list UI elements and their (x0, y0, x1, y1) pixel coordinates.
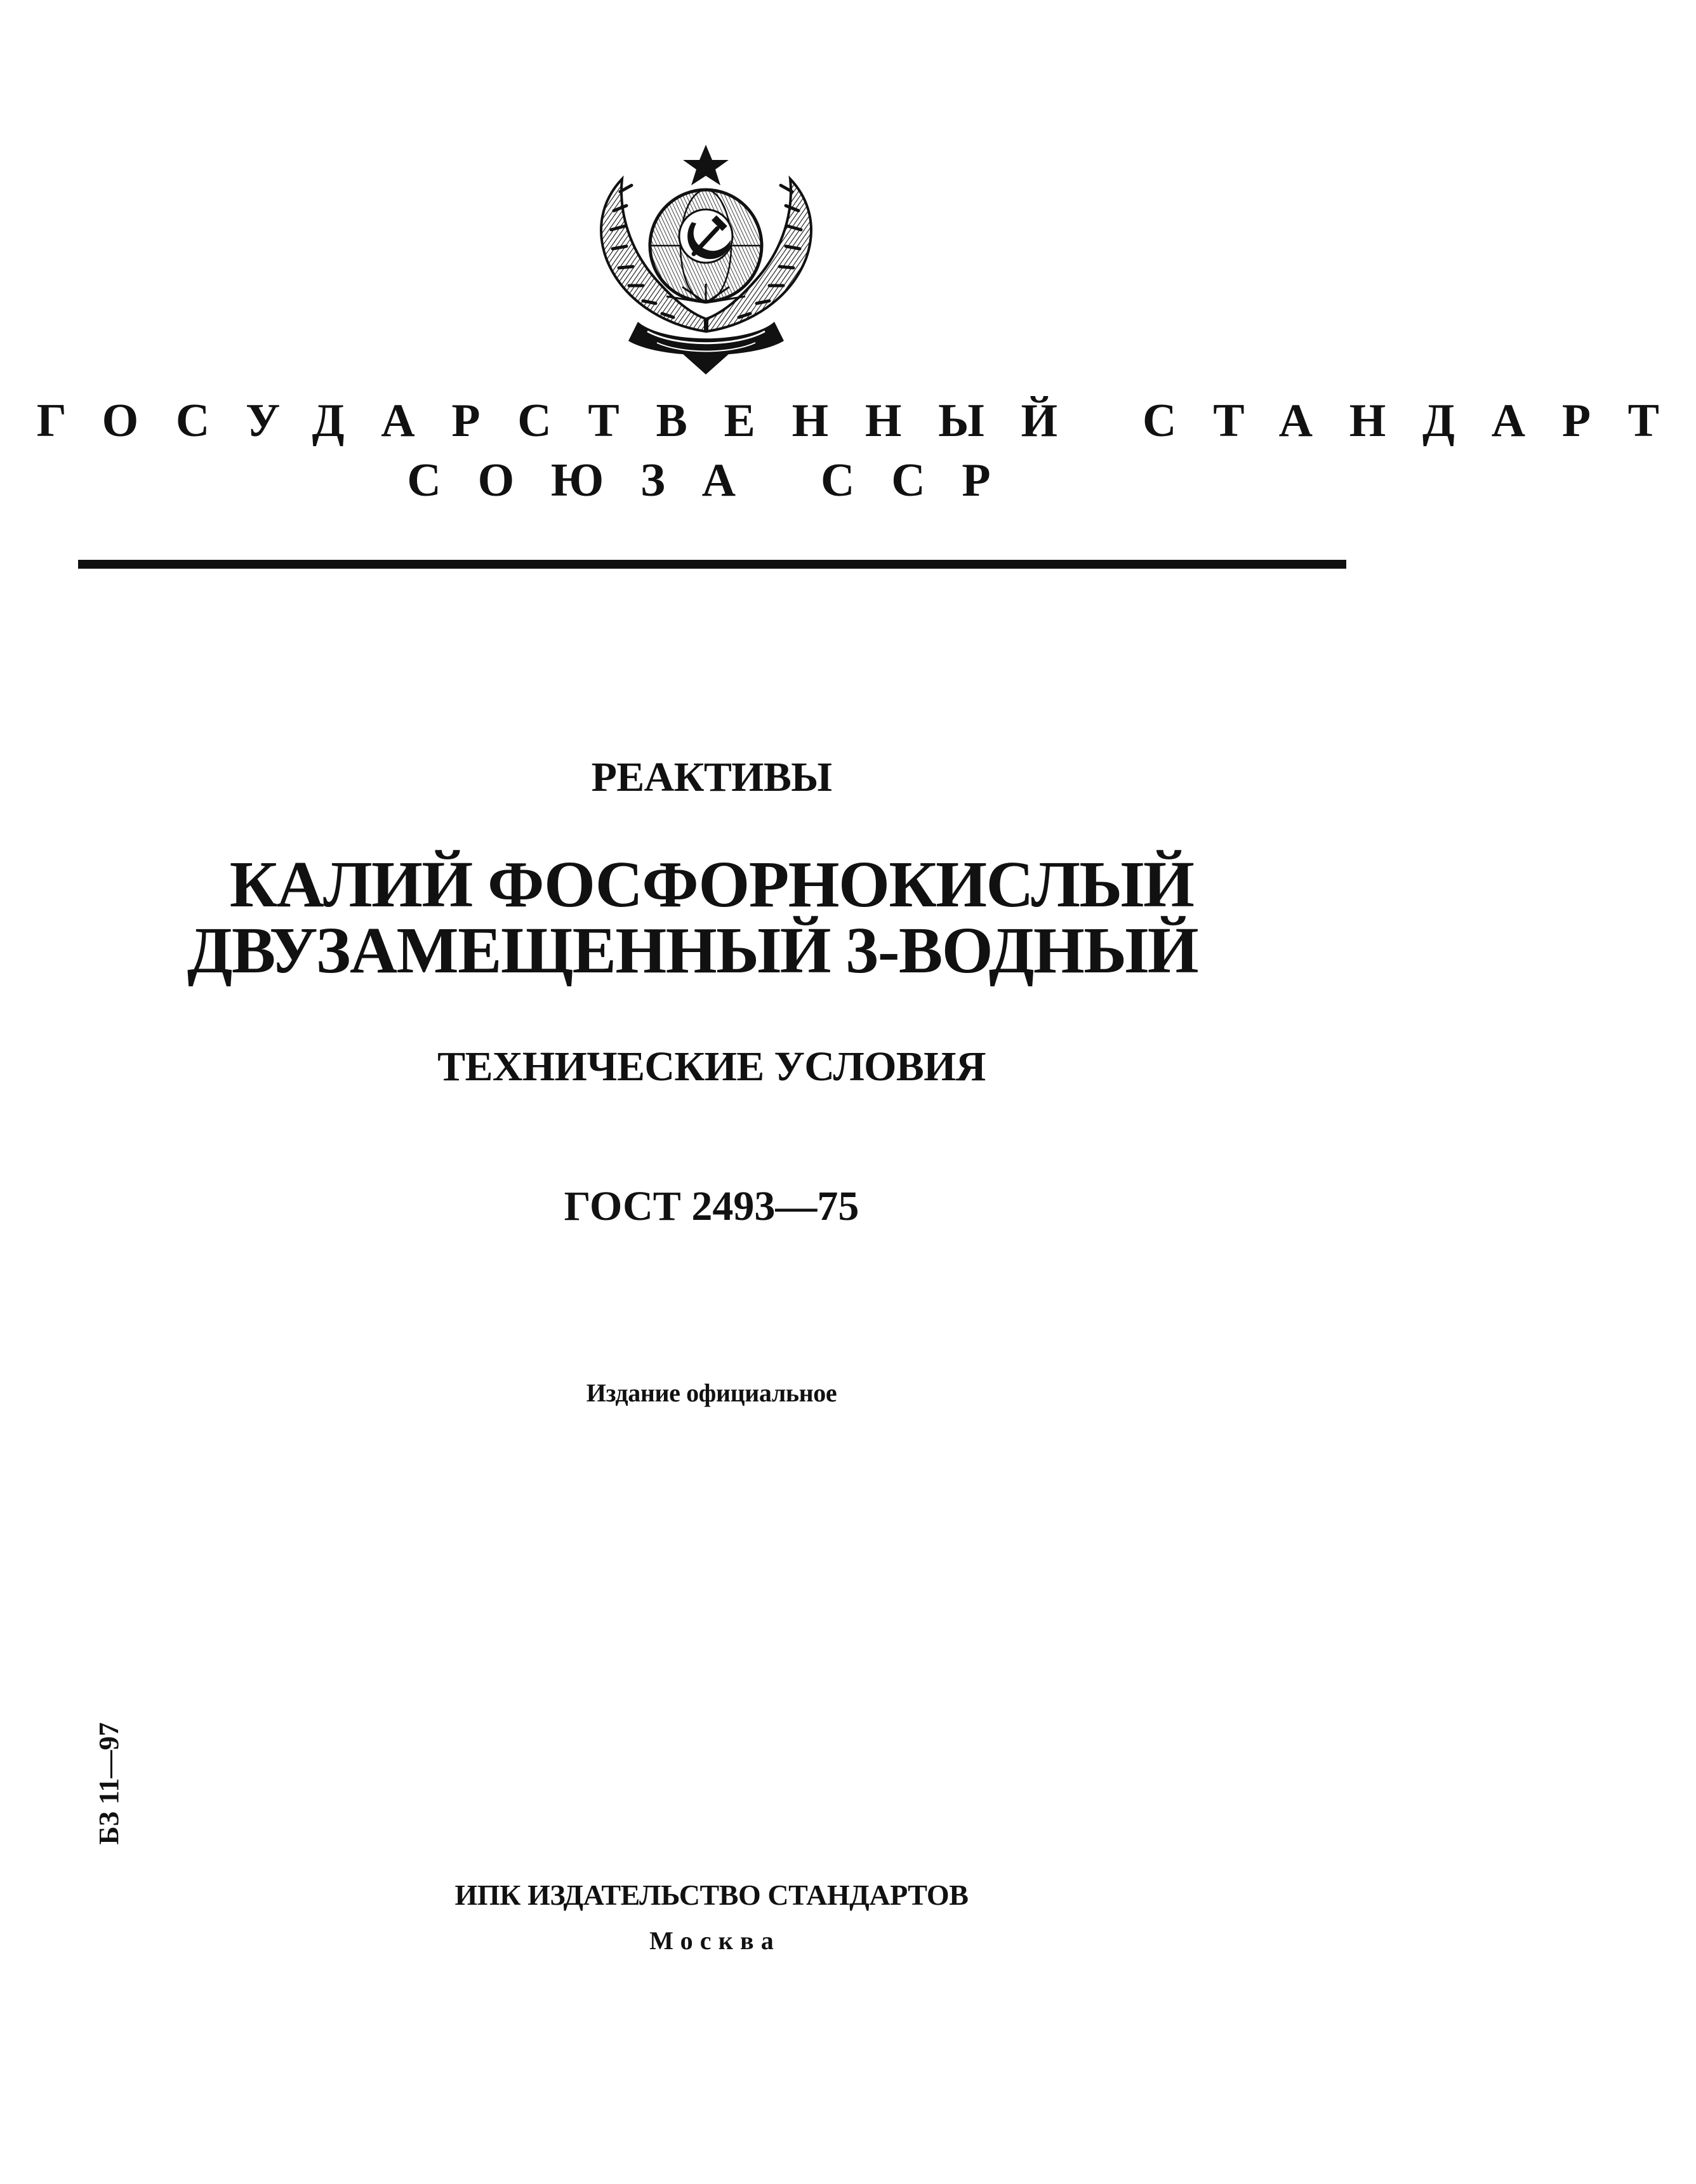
document-title (0, 848, 1423, 987)
document-title-line1: КАЛИЙ ФОСФОРНОКИСЛЫЙ (229, 848, 1194, 921)
standard-header-line2: СОЮЗА ССР (407, 454, 1028, 506)
document-title-line2: ДВУЗАМЕЩЕННЫЙ 3-ВОДНЫЙ (187, 914, 1198, 987)
edition-label: Издание официальное (586, 1379, 837, 1407)
publisher-name: ИПК ИЗДАТЕЛЬСТВО СТАНДАРТОВ (454, 1879, 969, 1911)
standard-header-line1: ГОСУДАРСТВЕННЫЙ СТАНДАРТ (36, 395, 1696, 447)
standard-number: ГОСТ 2493—75 (564, 1183, 859, 1229)
side-code: БЗ 11—97 (93, 1722, 124, 1845)
document-category: РЕАКТИВЫ (591, 754, 832, 800)
ussr-coat-of-arms-icon (587, 141, 825, 382)
document-subtitle: ТЕХНИЧЕСКИЕ УСЛОВИЯ (437, 1043, 986, 1090)
publisher-city: Москва (649, 1926, 781, 1955)
header-divider (78, 560, 1346, 569)
